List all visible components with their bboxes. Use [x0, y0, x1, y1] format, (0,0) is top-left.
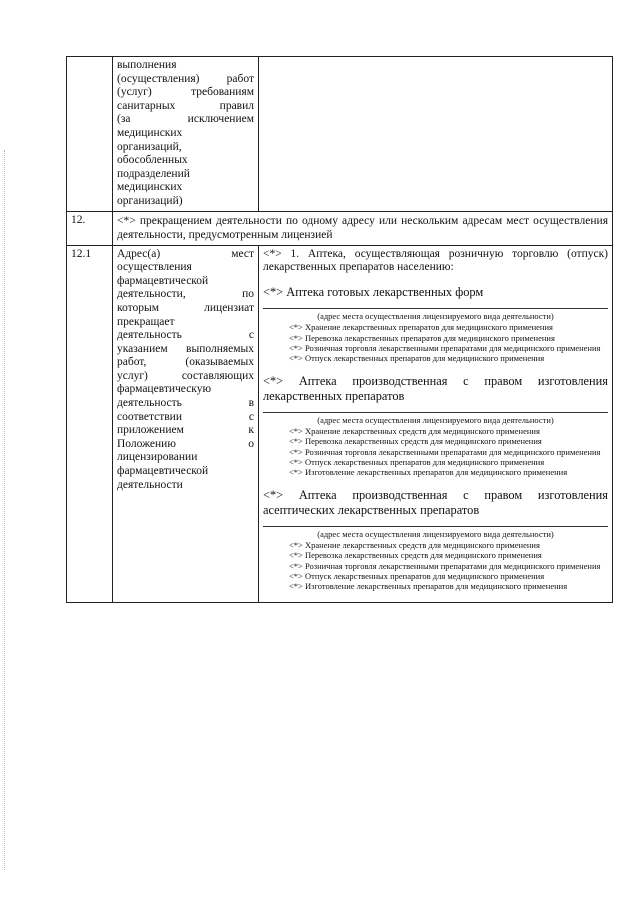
activity-item: <*> Перевозка лекарственных средств для медицинского применения	[289, 550, 542, 561]
label-line: деятельности, по	[117, 288, 254, 301]
activity-item: <*> Отпуск лекарственных препаратов для медицинского применения	[289, 353, 545, 364]
field-label-cell	[113, 57, 259, 212]
activity-item: <*> Перевозка лекарственных препаратов для медицинского применения	[289, 332, 555, 343]
address-hint: (адрес места осуществления лицензируемого вида деятельности)	[317, 414, 554, 425]
label-line: лицензировании	[117, 451, 198, 464]
activity-item: <*> Изготовление лекарственных препаратов для медицинского применения	[289, 467, 568, 478]
label-line: Положению о	[117, 437, 254, 450]
pharmacy-type-title: <*> Аптека производственная с правом изготовления асептических лекарственных препаратов	[263, 487, 608, 517]
field-value-cell	[259, 57, 613, 212]
label-line: медицинских	[117, 181, 183, 194]
license-form-table	[66, 56, 613, 603]
label-line: услуг) составляющих	[117, 369, 254, 382]
address-blank-line	[263, 308, 608, 309]
activity-item: <*> Перевозка лекарственных средств для медицинского применения	[289, 436, 542, 447]
pharmacy-type-block	[263, 374, 608, 478]
activity-item: <*> Отпуск лекарственных препаратов для медицинского применения	[289, 456, 545, 467]
activity-item: <*> Розничная торговля лекарственными препаратами для медицинского применения	[289, 342, 601, 353]
pharmacy-type-title: <*> Аптека производственная с правом изготовления лекарственных препаратов	[263, 373, 608, 403]
label-line: (осуществления) работ	[117, 72, 254, 85]
label-line: подразделений	[117, 167, 190, 180]
label-line: выполнения	[117, 59, 177, 71]
label-line: деятельности	[117, 478, 183, 491]
label-line: фармацевтической	[117, 274, 209, 287]
address-hint: (адрес места осуществления лицензируемого вида деятельности)	[317, 528, 554, 539]
label-line: организаций,	[117, 140, 182, 153]
scan-edge-marks	[4, 150, 6, 870]
label-line: деятельность в	[117, 397, 254, 410]
pharmacy-type-block	[263, 285, 608, 364]
label-line: фармацевтическую	[117, 383, 212, 396]
label-line: работ, (оказываемых	[117, 356, 254, 369]
activity-item: <*> Отпуск лекарственных препаратов для медицинского применения	[289, 571, 545, 581]
activity-item: <*> Хранение лекарственных средств для медицинского применения	[289, 539, 540, 550]
label-line: соответствии с	[117, 410, 254, 423]
label-line: обособленных	[117, 154, 188, 167]
table-row-12-1	[67, 245, 613, 602]
address-hint: (адрес места осуществления лицензируемого вида деятельности)	[317, 311, 554, 322]
address-blank-line	[263, 526, 608, 527]
field-label-text	[117, 248, 254, 493]
row-number: 12.1	[67, 245, 113, 602]
label-line: санитарных правил	[117, 99, 254, 112]
pharmacy-intro: <*> 1. Аптека, осуществляющая розничную торговлю (отпуск) лекарственных препаратов населению:	[263, 247, 608, 274]
label-line: организаций)	[117, 194, 183, 207]
label-line: (за исключением	[117, 113, 254, 126]
pharmacy-options-cell	[259, 245, 613, 602]
label-line: фармацевтической	[117, 465, 209, 478]
pharmacy-type-title: <*> Аптека готовых лекарственных форм	[263, 285, 484, 300]
activity-item: <*> Изготовление лекарственных препаратов для медицинского применения	[289, 581, 568, 592]
label-line: Адрес(а) мест	[117, 247, 254, 260]
row-number-cell	[67, 57, 113, 212]
label-line: которым лицензиат	[117, 301, 254, 314]
label-line: прекращает	[117, 315, 175, 328]
table-row-12	[67, 211, 613, 245]
activity-item: <*> Розничная торговля лекарственными препаратами для медицинского применения	[289, 446, 601, 457]
label-line: (услуг) требованиям	[117, 86, 254, 99]
address-blank-line	[263, 412, 608, 413]
label-line: указанием выполняемых	[117, 342, 254, 355]
table-row-continuation	[67, 57, 613, 212]
field-label-text	[117, 59, 254, 209]
label-line: медицинских	[117, 126, 183, 139]
row-number: 12.	[67, 211, 113, 245]
pharmacy-type-block	[263, 488, 608, 592]
activity-item: <*> Хранение лекарственных препаратов для медицинского применения	[289, 322, 553, 333]
label-line: осуществления	[117, 261, 192, 274]
label-line: приложением к	[117, 424, 254, 437]
label-line: деятельность с	[117, 329, 254, 342]
row-12-text: <*> прекращением деятельности по одному адресу или нескольким адресам мест осуществления деятельности, предусмотренным лицензией	[113, 211, 613, 245]
activity-item: <*> Розничная торговля лекарственными препаратами для медицинского применения	[289, 560, 601, 571]
activity-item: <*> Хранение лекарственных средств для медицинского применения	[289, 425, 540, 436]
field-label-cell	[113, 245, 259, 602]
pharmacy-type-list	[263, 285, 608, 592]
